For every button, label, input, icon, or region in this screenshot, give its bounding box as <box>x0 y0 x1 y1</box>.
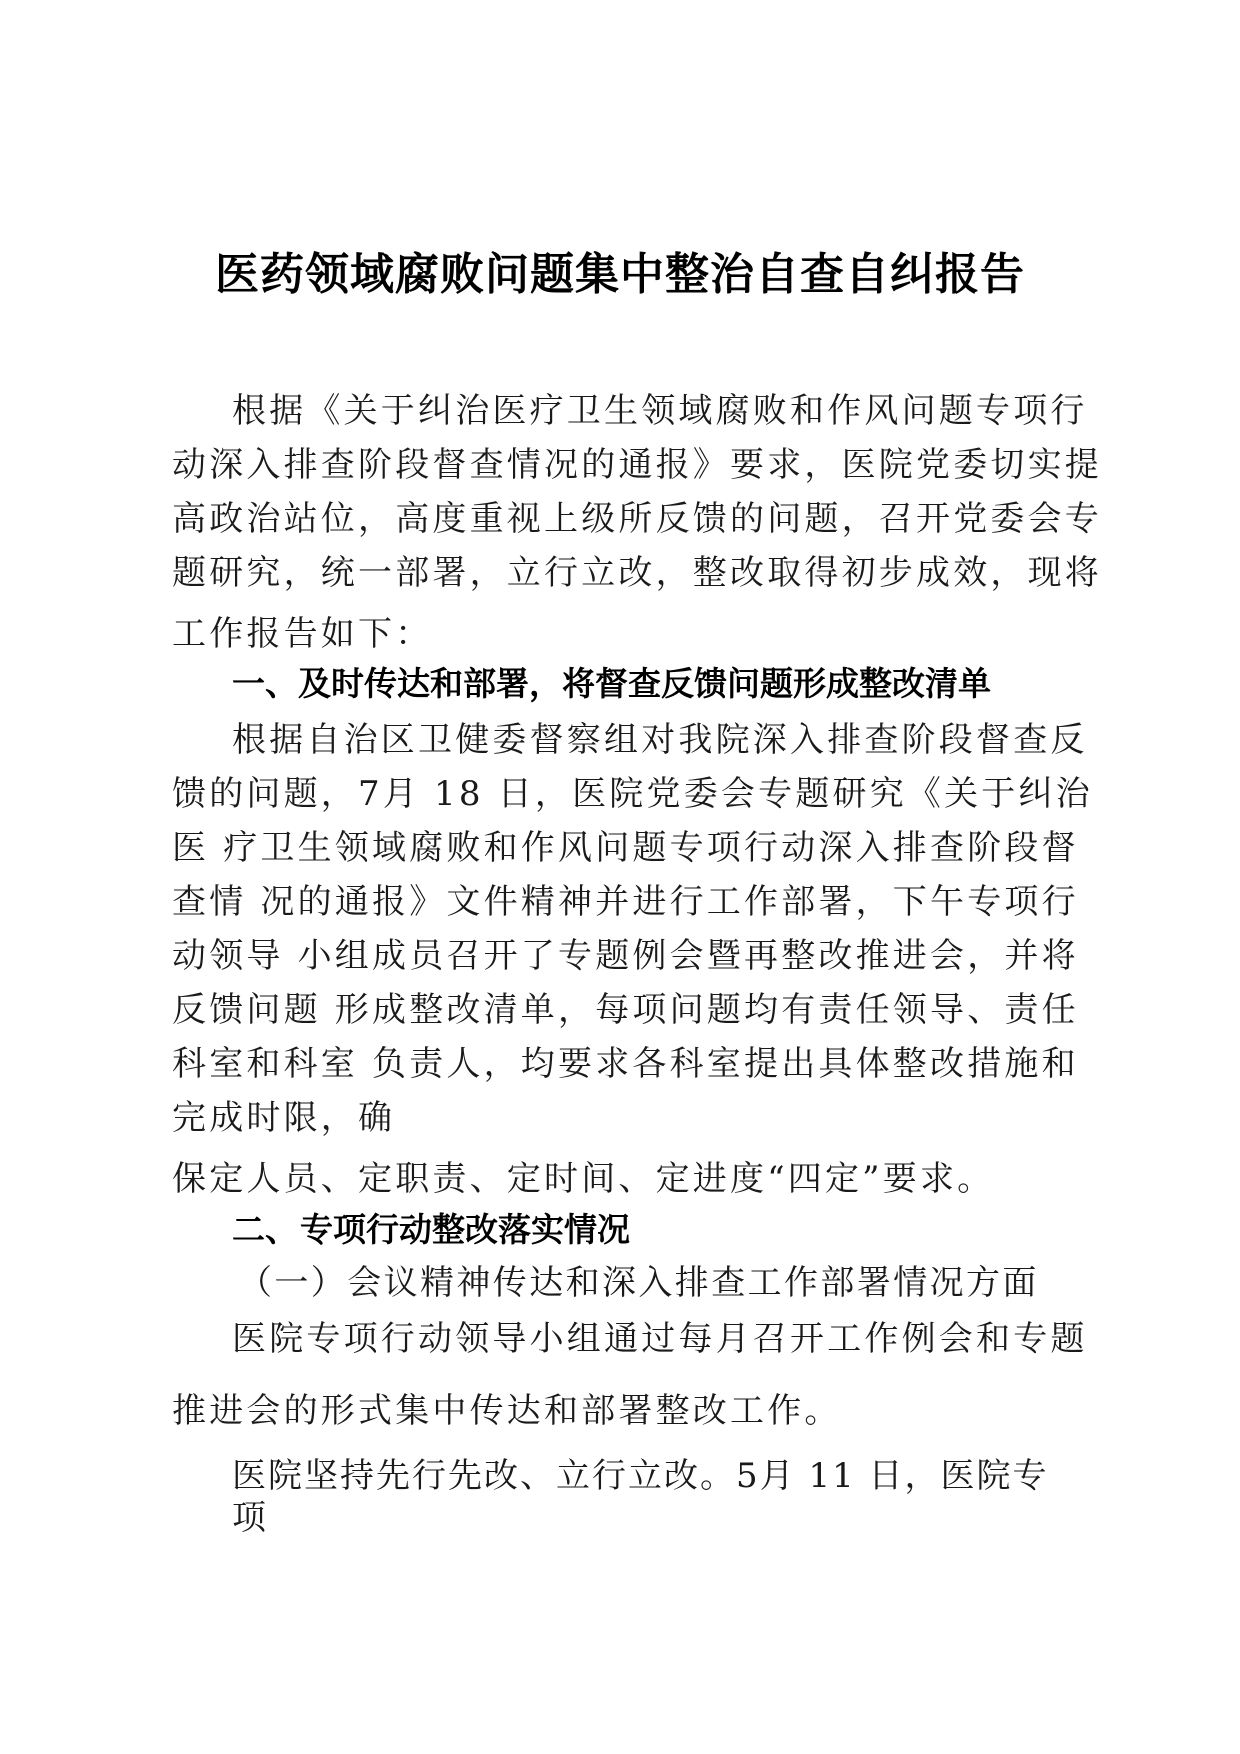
section-2-subheading-1: （一）会议精神传达和深入排查工作部署情况方面 <box>238 1263 1039 1303</box>
section-2-line-2: 推进会的形式集中传达和部署整改工作。 <box>172 1391 842 1431</box>
document-title: 医药领域腐败问题集中整治自查自纠报告 <box>215 249 1025 300</box>
section-1-line-3: 医 疗卫生领域腐败和作风问题专项行动深入排查阶段督 <box>172 828 1079 868</box>
intro-line-3: 高政治站位，高度重视上级所反馈的问题，召开党委会专 <box>172 499 1102 539</box>
section-1-line-1: 根据自治区卫健委督察组对我院深入排查阶段督查反 <box>232 720 1088 760</box>
section-1-line-5: 动领导 小组成员召开了专题例会暨再整改推进会，并将 <box>172 936 1079 976</box>
intro-line-4: 题研究，统一部署，立行立改，整改取得初步成效，现将 <box>172 553 1102 593</box>
section-1-line-2: 馈的问题，7月 18 日，医院党委会专题研究《关于纠治 <box>172 774 1093 814</box>
intro-line-2: 动深入排查阶段督查情况的通报》要求，医院党委切实提 <box>172 445 1102 485</box>
intro-line-5: 工作报告如下： <box>172 614 433 654</box>
section-1-line-6: 反馈问题 形成整改清单，每项问题均有责任领导、责任 <box>172 990 1079 1030</box>
intro-line-1: 根据《关于纠治医疗卫生领域腐败和作风问题专项行 <box>232 391 1088 431</box>
section-1-line-9: 保定人员、定职责、定时间、定进度“四定”要求。 <box>172 1159 995 1199</box>
section-1-line-4: 查情 况的通报》文件精神并进行工作部署，下午专项行 <box>172 882 1079 922</box>
section-1-heading: 一、及时传达和部署，将督查反馈问题形成整改清单 <box>232 664 991 703</box>
section-1-line-7: 科室和科室 负责人，均要求各科室提出具体整改措施和 <box>172 1044 1079 1084</box>
section-2-heading: 专项行动整改落实情况 <box>300 1210 630 1249</box>
section-2-line-4: 项 <box>232 1498 270 1538</box>
section-2-line-3: 医院坚持先行先改、立行立改。5月 11 日，医院专 <box>232 1456 1049 1496</box>
section-2-heading-number: 二、 <box>232 1210 298 1249</box>
section-2-line-1: 医院专项行动领导小组通过每月召开工作例会和专题 <box>232 1319 1088 1359</box>
section-1-line-8: 完成时限，确 <box>172 1098 396 1138</box>
